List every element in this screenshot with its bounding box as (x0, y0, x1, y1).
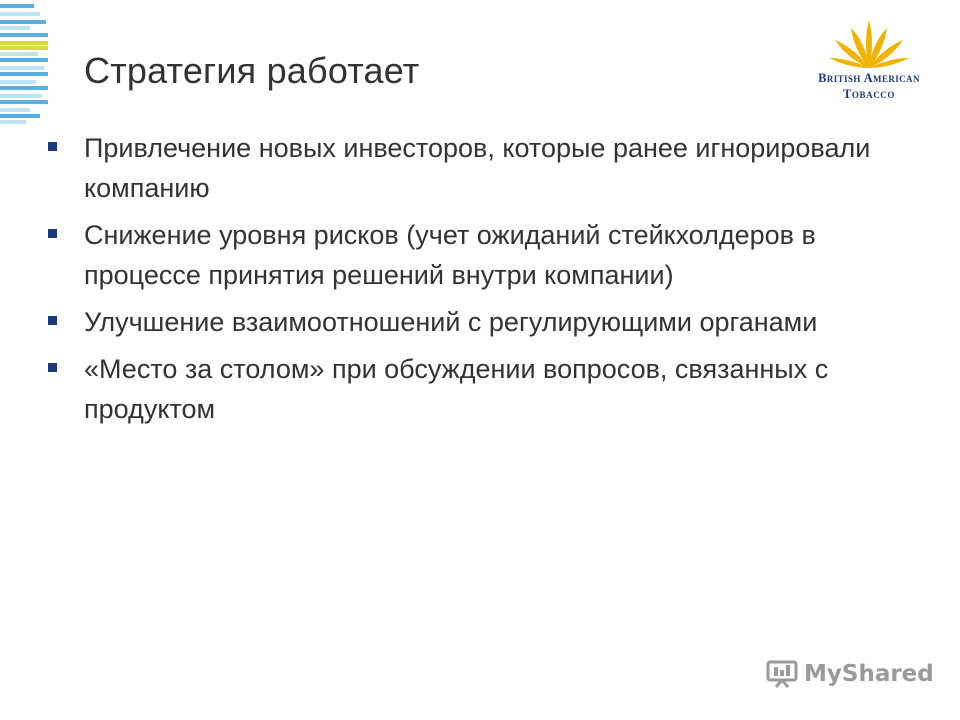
stripe-band (0, 66, 44, 70)
bullet-item (46, 128, 916, 208)
stripe-band (0, 12, 40, 16)
myshared-watermark (766, 658, 934, 690)
stripe-band (0, 120, 26, 124)
stripe-band (0, 114, 40, 118)
slide-title: Стратегия работает (84, 50, 420, 91)
decorative-stripes (0, 0, 48, 125)
logo-wordmark (794, 70, 944, 102)
bullet-text: Улучшение взаимоотношений с регулирующими органами (84, 307, 818, 337)
watermark-text: MyShared (804, 661, 934, 687)
stripe-band (0, 58, 48, 62)
bullet-item (46, 302, 916, 342)
stripe-band (0, 94, 42, 98)
bat-logo (794, 18, 944, 108)
stripe-band (0, 33, 48, 37)
stripe-band (0, 80, 36, 84)
bullet-text: Привлечение новых инвесторов, которые ранее игнорировали компанию (84, 133, 871, 203)
square-bullet-icon (48, 316, 57, 325)
square-bullet-icon (48, 142, 57, 151)
stripe-band (0, 41, 48, 45)
stripe-band (0, 4, 34, 8)
stripe-band (0, 20, 46, 24)
stripe-band (0, 52, 38, 56)
bullet-text: «Место за столом» при обсуждении вопросов, связанных с продуктом (84, 354, 829, 424)
stripe-band (0, 100, 48, 104)
stripe-band (0, 86, 48, 90)
bullet-list (46, 128, 916, 436)
logo-line-2: Tobacco (842, 87, 896, 101)
logo-line-1: British American (818, 71, 920, 85)
stripe-band (0, 46, 48, 50)
bullet-text: Снижение уровня рисков (учет ожиданий стейкхолдеров в процессе принятия решений внутри компании) (84, 220, 816, 290)
bullet-item (46, 349, 916, 429)
bullet-item (46, 215, 916, 295)
stripe-band (0, 26, 30, 30)
leaf-logo-icon (829, 18, 909, 70)
stripe-band (0, 72, 48, 76)
square-bullet-icon (48, 363, 57, 372)
square-bullet-icon (48, 229, 57, 238)
projector-icon (766, 660, 798, 688)
stripe-band (0, 108, 30, 112)
